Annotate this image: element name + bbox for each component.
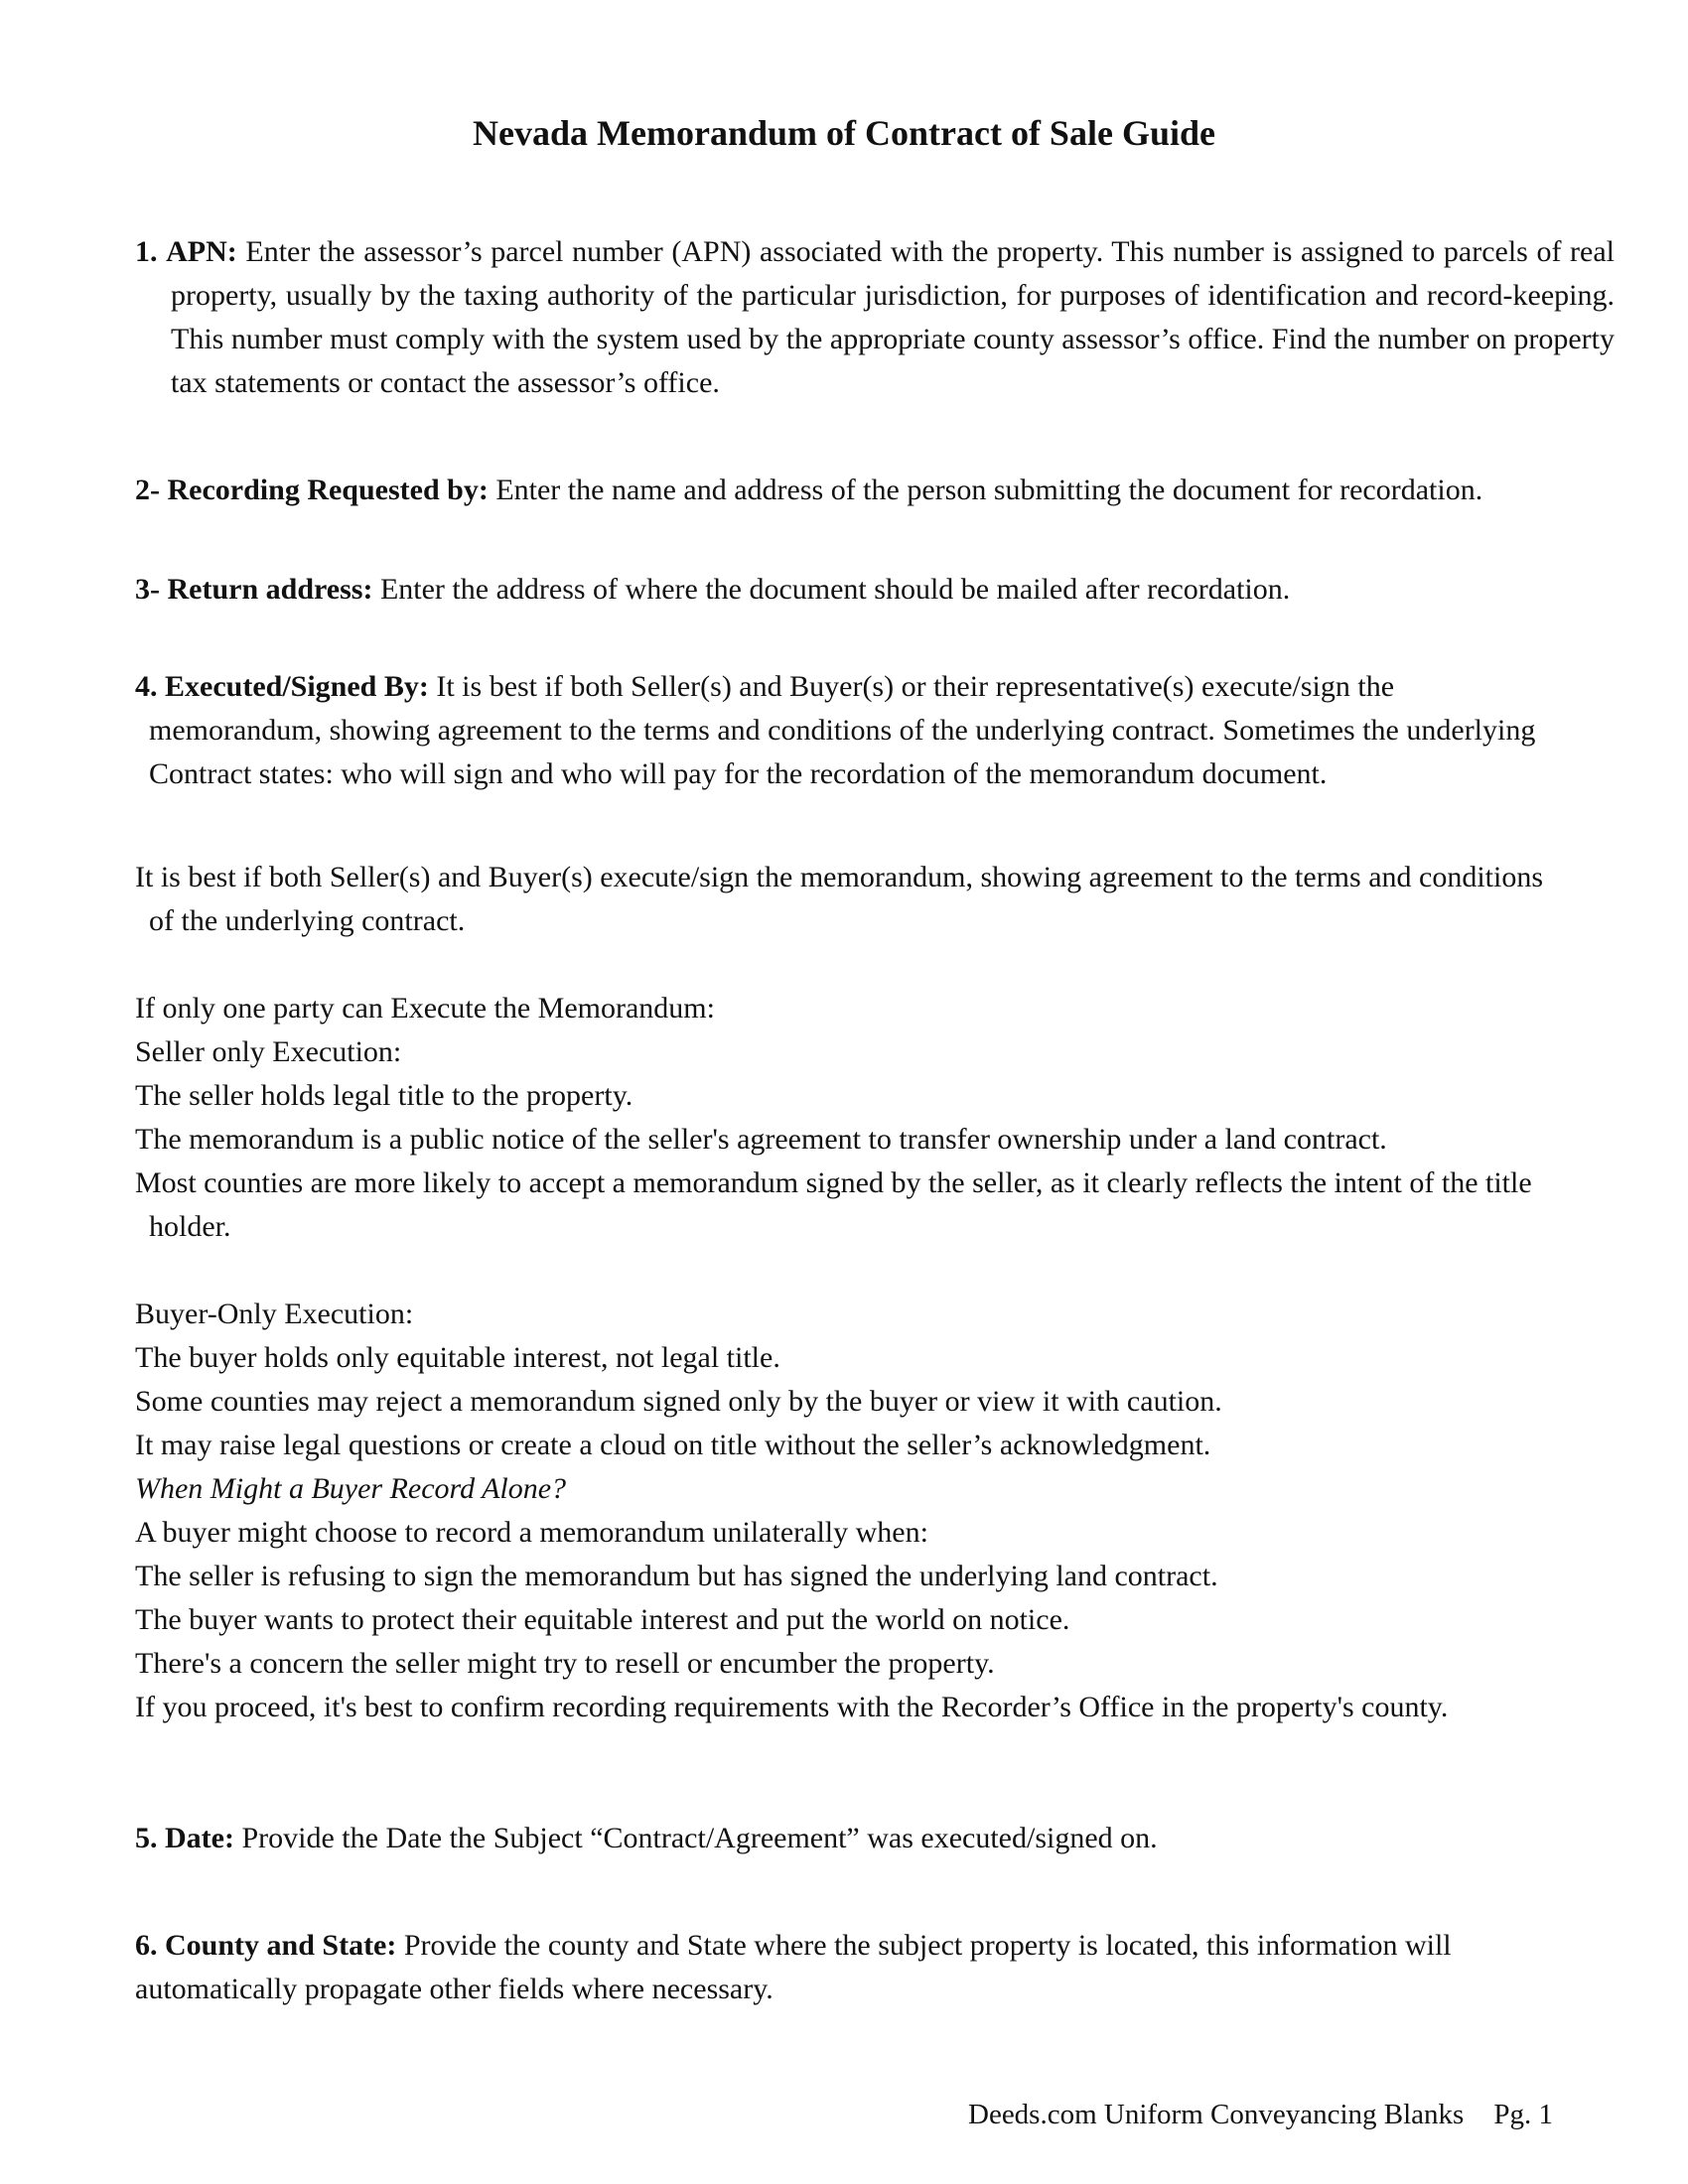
item-label: Date: — [165, 1822, 234, 1854]
seller-line: The memorandum is a public notice of the seller's agreement to transfer ownership under a land contract. — [135, 1123, 1387, 1156]
item-number: 1. — [135, 235, 158, 268]
buyer-line: It may raise legal questions or create a cloud on title without the seller’s acknowledgment. — [135, 1429, 1211, 1461]
item-number: 3- — [135, 573, 160, 606]
buyer-line: The buyer holds only equitable interest, not legal title. — [135, 1341, 780, 1374]
item-number: 5. — [135, 1822, 158, 1854]
buyer-line: Some counties may reject a memorandum signed only by the buyer or view it with caution. — [135, 1385, 1222, 1418]
footer-source: Deeds.com Uniform Conveyancing Blanks — [968, 2099, 1465, 2130]
page-footer — [968, 2095, 1553, 2134]
item-text: It is best if both Seller(s) and Buyer(s) or their representative(s) execute/sign the memorandum, showing agreement to the terms and conditions of the underlying contract. Sometimes the underlying Contract states: who will sign and who will pay for the recordation of the memorandum document. — [149, 670, 1536, 790]
item-text: Enter the address of where the document should be mailed after recordation. — [379, 573, 1291, 606]
item-text: Enter the assessor’s parcel number (APN) associated with the property. This number is assigned to parcels of real property, usually by the taxing authority of the particular jurisdiction, for purposes of identification and record-keeping. This number must comply with the system used by the appropriate county assessor’s office. Find the number on property tax statements or contact the assessor’s office. — [171, 235, 1616, 399]
item-text: Enter the name and address of the person submitting the document for recordation. — [495, 474, 1483, 506]
item-return-address — [135, 568, 1615, 612]
item-label: Recording Requested by: — [167, 474, 489, 506]
item-label: Return address: — [167, 573, 373, 606]
seller-only-heading: Seller only Execution: — [135, 1035, 402, 1068]
buyer-only-section — [135, 1293, 1579, 1729]
buyer-reason: The seller is refusing to sign the memorandum but has signed the underlying land contract. — [135, 1560, 1218, 1592]
item-label: County and State: — [165, 1929, 397, 1962]
best-practice-paragraph: It is best if both Seller(s) and Buyer(s) execute/sign the memorandum, showing agreement to the terms and conditions of the underlying contract. — [135, 861, 1543, 937]
buyer-reason: A buyer might choose to record a memorandum unilaterally when: — [135, 1516, 928, 1549]
item-number: 4. — [135, 670, 158, 703]
page-title: Nevada Memorandum of Contract of Sale Guide — [473, 113, 1215, 153]
seller-line: Most counties are more likely to accept a memorandum signed by the seller, as it clearly reflects the intent of the title holder. — [135, 1166, 1532, 1243]
item-executed-signed-by — [135, 665, 1559, 796]
buyer-reason: If you proceed, it's best to confirm recording requirements with the Recorder’s Office in the property's county. — [135, 1691, 1449, 1723]
item-number: 2- — [135, 474, 160, 506]
buyer-reason: The buyer wants to protect their equitable interest and put the world on notice. — [135, 1603, 1070, 1636]
page-number: Pg. 1 — [1493, 2099, 1553, 2130]
item-text: Provide the Date the Subject “Contract/Agreement” was executed/signed on. — [241, 1822, 1158, 1854]
buyer-question: When Might a Buyer Record Alone? — [135, 1472, 567, 1505]
item-date — [135, 1817, 1579, 1860]
item-text: Provide the county and State where the subject property is located, this information will automatically propagate other fields where necessary. — [135, 1929, 1452, 2005]
buyer-reason: There's a concern the seller might try to resell or encumber the property. — [135, 1647, 995, 1680]
item-recording-requested — [135, 469, 1615, 512]
item-apn — [135, 230, 1615, 405]
one-party-heading: If only one party can Execute the Memorandum: — [135, 992, 715, 1024]
one-party-section — [135, 987, 1579, 1249]
item-label: APN: — [166, 235, 237, 268]
item-number: 6. — [135, 1929, 158, 1962]
item-county-and-state — [135, 1924, 1545, 2011]
seller-line: The seller holds legal title to the property. — [135, 1079, 633, 1112]
buyer-only-heading: Buyer-Only Execution: — [135, 1297, 414, 1330]
item-label: Executed/Signed By: — [165, 670, 429, 703]
